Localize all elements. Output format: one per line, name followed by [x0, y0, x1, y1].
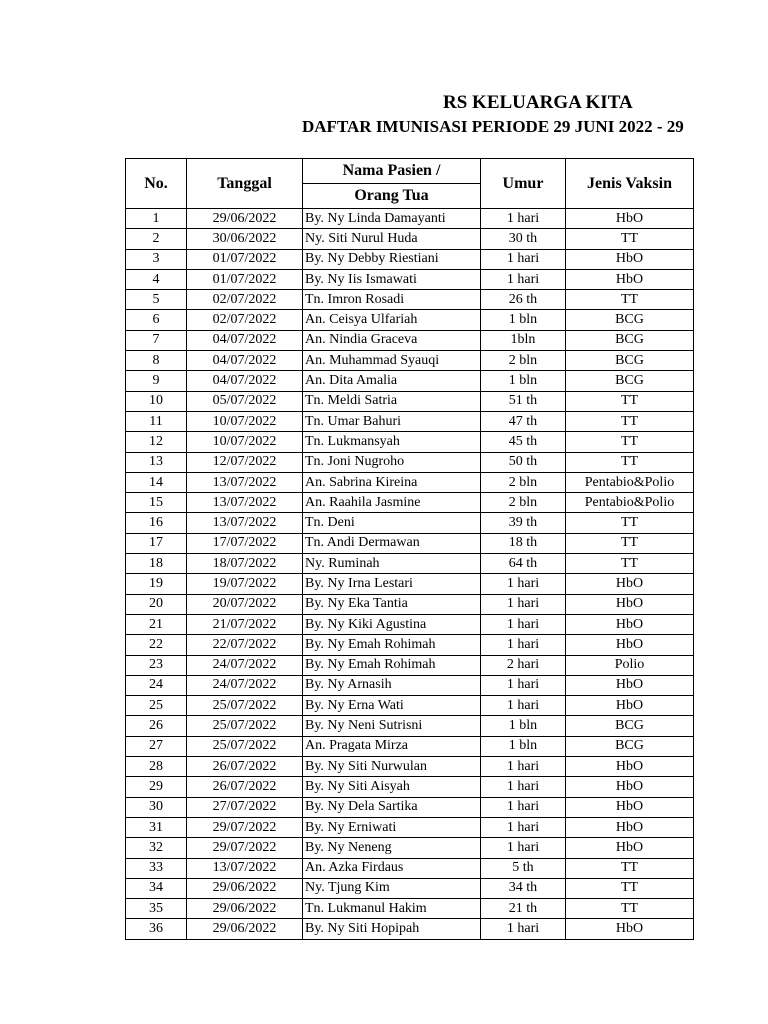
cell-age: 1 hari	[481, 675, 566, 695]
header-name-line2: Orang Tua	[303, 184, 481, 209]
cell-date: 04/07/2022	[187, 330, 303, 350]
cell-age: 50 th	[481, 452, 566, 472]
cell-age: 51 th	[481, 391, 566, 411]
cell-patient-name: An. Muhammad Syauqi	[303, 351, 481, 371]
cell-date: 27/07/2022	[187, 797, 303, 817]
cell-age: 21 th	[481, 899, 566, 919]
cell-vaccine: HbO	[566, 838, 694, 858]
cell-vaccine: TT	[566, 411, 694, 431]
cell-patient-name: By. Ny Dela Sartika	[303, 797, 481, 817]
cell-no: 16	[126, 513, 187, 533]
cell-patient-name: By. Ny Neni Sutrisni	[303, 716, 481, 736]
cell-no: 2	[126, 229, 187, 249]
cell-patient-name: By. Ny Erniwati	[303, 817, 481, 837]
table-row	[126, 493, 694, 513]
cell-age: 1 hari	[481, 838, 566, 858]
table-row	[126, 472, 694, 492]
table-row	[126, 696, 694, 716]
cell-vaccine: TT	[566, 452, 694, 472]
cell-date: 22/07/2022	[187, 635, 303, 655]
cell-no: 36	[126, 919, 187, 939]
cell-age: 1 hari	[481, 777, 566, 797]
cell-age: 2 bln	[481, 472, 566, 492]
cell-patient-name: Tn. Andi Dermawan	[303, 533, 481, 553]
document-title: RS KELUARGA KITA	[443, 92, 633, 113]
cell-no: 31	[126, 817, 187, 837]
cell-patient-name: By. Ny Siti Aisyah	[303, 777, 481, 797]
cell-vaccine: HbO	[566, 209, 694, 229]
cell-age: 1 hari	[481, 614, 566, 634]
cell-vaccine: BCG	[566, 371, 694, 391]
cell-patient-name: By. Ny Linda Damayanti	[303, 209, 481, 229]
cell-age: 1 hari	[481, 757, 566, 777]
cell-date: 13/07/2022	[187, 858, 303, 878]
cell-no: 22	[126, 635, 187, 655]
table-row	[126, 554, 694, 574]
cell-patient-name: An. Raahila Jasmine	[303, 493, 481, 513]
cell-age: 1bln	[481, 330, 566, 350]
cell-no: 13	[126, 452, 187, 472]
cell-vaccine: TT	[566, 391, 694, 411]
cell-no: 21	[126, 614, 187, 634]
cell-patient-name: An. Azka Firdaus	[303, 858, 481, 878]
table-row	[126, 777, 694, 797]
cell-no: 15	[126, 493, 187, 513]
cell-no: 7	[126, 330, 187, 350]
cell-vaccine: HbO	[566, 777, 694, 797]
cell-no: 11	[126, 411, 187, 431]
cell-date: 25/07/2022	[187, 716, 303, 736]
cell-patient-name: Ny. Tjung Kim	[303, 878, 481, 898]
table-row	[126, 330, 694, 350]
cell-patient-name: Tn. Imron Rosadi	[303, 290, 481, 310]
table-row	[126, 716, 694, 736]
cell-date: 12/07/2022	[187, 452, 303, 472]
cell-vaccine: HbO	[566, 817, 694, 837]
cell-age: 47 th	[481, 411, 566, 431]
cell-date: 29/06/2022	[187, 899, 303, 919]
cell-vaccine: BCG	[566, 736, 694, 756]
cell-vaccine: HbO	[566, 919, 694, 939]
cell-age: 2 bln	[481, 351, 566, 371]
cell-date: 26/07/2022	[187, 757, 303, 777]
cell-no: 17	[126, 533, 187, 553]
cell-no: 14	[126, 472, 187, 492]
table-row	[126, 452, 694, 472]
cell-age: 2 bln	[481, 493, 566, 513]
cell-age: 1 hari	[481, 269, 566, 289]
table-row	[126, 899, 694, 919]
cell-patient-name: Tn. Umar Bahuri	[303, 411, 481, 431]
cell-patient-name: By. Ny Eka Tantia	[303, 594, 481, 614]
cell-no: 26	[126, 716, 187, 736]
table-row	[126, 635, 694, 655]
cell-vaccine: HbO	[566, 797, 694, 817]
cell-age: 1 bln	[481, 716, 566, 736]
cell-patient-name: By. Ny Neneng	[303, 838, 481, 858]
cell-no: 33	[126, 858, 187, 878]
cell-no: 35	[126, 899, 187, 919]
cell-date: 26/07/2022	[187, 777, 303, 797]
cell-vaccine: HbO	[566, 675, 694, 695]
header-name-line1: Nama Pasien /	[303, 159, 481, 184]
cell-vaccine: TT	[566, 432, 694, 452]
table-row	[126, 614, 694, 634]
cell-no: 30	[126, 797, 187, 817]
cell-no: 18	[126, 554, 187, 574]
cell-date: 02/07/2022	[187, 290, 303, 310]
cell-age: 1 hari	[481, 817, 566, 837]
cell-vaccine: TT	[566, 554, 694, 574]
cell-vaccine: TT	[566, 899, 694, 919]
cell-date: 04/07/2022	[187, 371, 303, 391]
cell-date: 01/07/2022	[187, 249, 303, 269]
cell-date: 25/07/2022	[187, 736, 303, 756]
cell-date: 01/07/2022	[187, 269, 303, 289]
cell-age: 1 bln	[481, 371, 566, 391]
cell-date: 05/07/2022	[187, 391, 303, 411]
cell-vaccine: TT	[566, 533, 694, 553]
table-row	[126, 675, 694, 695]
table-row	[126, 351, 694, 371]
table-row	[126, 797, 694, 817]
immunization-table	[125, 158, 694, 940]
table-header	[126, 159, 694, 209]
cell-patient-name: Ny. Siti Nurul Huda	[303, 229, 481, 249]
table-row	[126, 432, 694, 452]
cell-no: 24	[126, 675, 187, 695]
cell-no: 1	[126, 209, 187, 229]
cell-date: 13/07/2022	[187, 472, 303, 492]
cell-no: 34	[126, 878, 187, 898]
cell-date: 29/06/2022	[187, 919, 303, 939]
header-date: Tanggal	[187, 159, 303, 209]
cell-patient-name: Tn. Joni Nugroho	[303, 452, 481, 472]
cell-vaccine: HbO	[566, 696, 694, 716]
cell-vaccine: BCG	[566, 310, 694, 330]
document-subtitle: DAFTAR IMUNISASI PERIODE 29 JUNI 2022 - 29	[302, 117, 684, 136]
cell-vaccine: HbO	[566, 635, 694, 655]
cell-date: 17/07/2022	[187, 533, 303, 553]
cell-patient-name: By. Ny Siti Nurwulan	[303, 757, 481, 777]
cell-date: 19/07/2022	[187, 574, 303, 594]
cell-patient-name: An. Ceisya Ulfariah	[303, 310, 481, 330]
table-row	[126, 269, 694, 289]
cell-vaccine: Polio	[566, 655, 694, 675]
table-row	[126, 757, 694, 777]
cell-no: 8	[126, 351, 187, 371]
cell-patient-name: An. Pragata Mirza	[303, 736, 481, 756]
cell-vaccine: HbO	[566, 574, 694, 594]
cell-date: 13/07/2022	[187, 493, 303, 513]
cell-date: 02/07/2022	[187, 310, 303, 330]
cell-no: 9	[126, 371, 187, 391]
cell-date: 10/07/2022	[187, 411, 303, 431]
cell-vaccine: Pentabio&Polio	[566, 493, 694, 513]
cell-age: 1 hari	[481, 919, 566, 939]
cell-vaccine: HbO	[566, 614, 694, 634]
cell-age: 26 th	[481, 290, 566, 310]
table-row	[126, 209, 694, 229]
cell-no: 23	[126, 655, 187, 675]
cell-vaccine: Pentabio&Polio	[566, 472, 694, 492]
table-row	[126, 411, 694, 431]
cell-vaccine: BCG	[566, 716, 694, 736]
cell-vaccine: TT	[566, 229, 694, 249]
cell-no: 6	[126, 310, 187, 330]
cell-no: 28	[126, 757, 187, 777]
table-row	[126, 655, 694, 675]
cell-age: 1 bln	[481, 310, 566, 330]
table-row	[126, 290, 694, 310]
cell-date: 29/06/2022	[187, 878, 303, 898]
table-row	[126, 371, 694, 391]
cell-age: 1 hari	[481, 696, 566, 716]
cell-date: 04/07/2022	[187, 351, 303, 371]
table-row	[126, 229, 694, 249]
cell-patient-name: Tn. Meldi Satria	[303, 391, 481, 411]
cell-no: 10	[126, 391, 187, 411]
cell-date: 20/07/2022	[187, 594, 303, 614]
cell-vaccine: TT	[566, 513, 694, 533]
cell-vaccine: TT	[566, 290, 694, 310]
cell-no: 29	[126, 777, 187, 797]
table-row	[126, 736, 694, 756]
cell-patient-name: An. Nindia Graceva	[303, 330, 481, 350]
cell-age: 1 hari	[481, 209, 566, 229]
cell-patient-name: An. Dita Amalia	[303, 371, 481, 391]
cell-age: 1 hari	[481, 797, 566, 817]
cell-no: 32	[126, 838, 187, 858]
cell-vaccine: TT	[566, 878, 694, 898]
table-row	[126, 594, 694, 614]
cell-patient-name: By. Ny Debby Riestiani	[303, 249, 481, 269]
table-row	[126, 533, 694, 553]
table-row	[126, 919, 694, 939]
cell-age: 2 hari	[481, 655, 566, 675]
cell-vaccine: BCG	[566, 330, 694, 350]
cell-vaccine: HbO	[566, 757, 694, 777]
cell-patient-name: By. Ny Irna Lestari	[303, 574, 481, 594]
cell-age: 45 th	[481, 432, 566, 452]
cell-age: 5 th	[481, 858, 566, 878]
cell-date: 21/07/2022	[187, 614, 303, 634]
cell-date: 29/06/2022	[187, 209, 303, 229]
cell-age: 30 th	[481, 229, 566, 249]
cell-no: 3	[126, 249, 187, 269]
cell-no: 5	[126, 290, 187, 310]
cell-date: 25/07/2022	[187, 696, 303, 716]
cell-vaccine: HbO	[566, 269, 694, 289]
header-age: Umur	[481, 159, 566, 209]
table-row	[126, 858, 694, 878]
cell-patient-name: Ny. Ruminah	[303, 554, 481, 574]
cell-age: 34 th	[481, 878, 566, 898]
cell-patient-name: Tn. Deni	[303, 513, 481, 533]
cell-no: 27	[126, 736, 187, 756]
table-row	[126, 391, 694, 411]
cell-age: 39 th	[481, 513, 566, 533]
cell-date: 29/07/2022	[187, 838, 303, 858]
cell-date: 18/07/2022	[187, 554, 303, 574]
table-row	[126, 574, 694, 594]
cell-no: 19	[126, 574, 187, 594]
cell-date: 24/07/2022	[187, 655, 303, 675]
header-vaccine: Jenis Vaksin	[566, 159, 694, 209]
cell-patient-name: By. Ny Kiki Agustina	[303, 614, 481, 634]
cell-vaccine: HbO	[566, 594, 694, 614]
cell-age: 1 bln	[481, 736, 566, 756]
cell-no: 25	[126, 696, 187, 716]
cell-age: 18 th	[481, 533, 566, 553]
cell-vaccine: HbO	[566, 249, 694, 269]
cell-patient-name: Tn. Lukmansyah	[303, 432, 481, 452]
cell-patient-name: By. Ny Arnasih	[303, 675, 481, 695]
cell-no: 4	[126, 269, 187, 289]
cell-vaccine: BCG	[566, 351, 694, 371]
table-row	[126, 310, 694, 330]
cell-date: 13/07/2022	[187, 513, 303, 533]
cell-vaccine: TT	[566, 858, 694, 878]
cell-date: 24/07/2022	[187, 675, 303, 695]
header-no: No.	[126, 159, 187, 209]
cell-patient-name: By. Ny Emah Rohimah	[303, 655, 481, 675]
cell-patient-name: Tn. Lukmanul Hakim	[303, 899, 481, 919]
cell-age: 64 th	[481, 554, 566, 574]
cell-date: 10/07/2022	[187, 432, 303, 452]
table-body	[126, 209, 694, 940]
table-row	[126, 838, 694, 858]
cell-date: 29/07/2022	[187, 817, 303, 837]
cell-patient-name: An. Sabrina Kireina	[303, 472, 481, 492]
cell-no: 20	[126, 594, 187, 614]
cell-age: 1 hari	[481, 594, 566, 614]
table-row	[126, 513, 694, 533]
cell-patient-name: By. Ny Iis Ismawati	[303, 269, 481, 289]
cell-patient-name: By. Ny Emah Rohimah	[303, 635, 481, 655]
cell-patient-name: By. Ny Erna Wati	[303, 696, 481, 716]
cell-patient-name: By. Ny Siti Hopipah	[303, 919, 481, 939]
cell-age: 1 hari	[481, 574, 566, 594]
cell-date: 30/06/2022	[187, 229, 303, 249]
cell-no: 12	[126, 432, 187, 452]
table-row	[126, 249, 694, 269]
cell-age: 1 hari	[481, 635, 566, 655]
table-row	[126, 878, 694, 898]
cell-age: 1 hari	[481, 249, 566, 269]
table-row	[126, 817, 694, 837]
